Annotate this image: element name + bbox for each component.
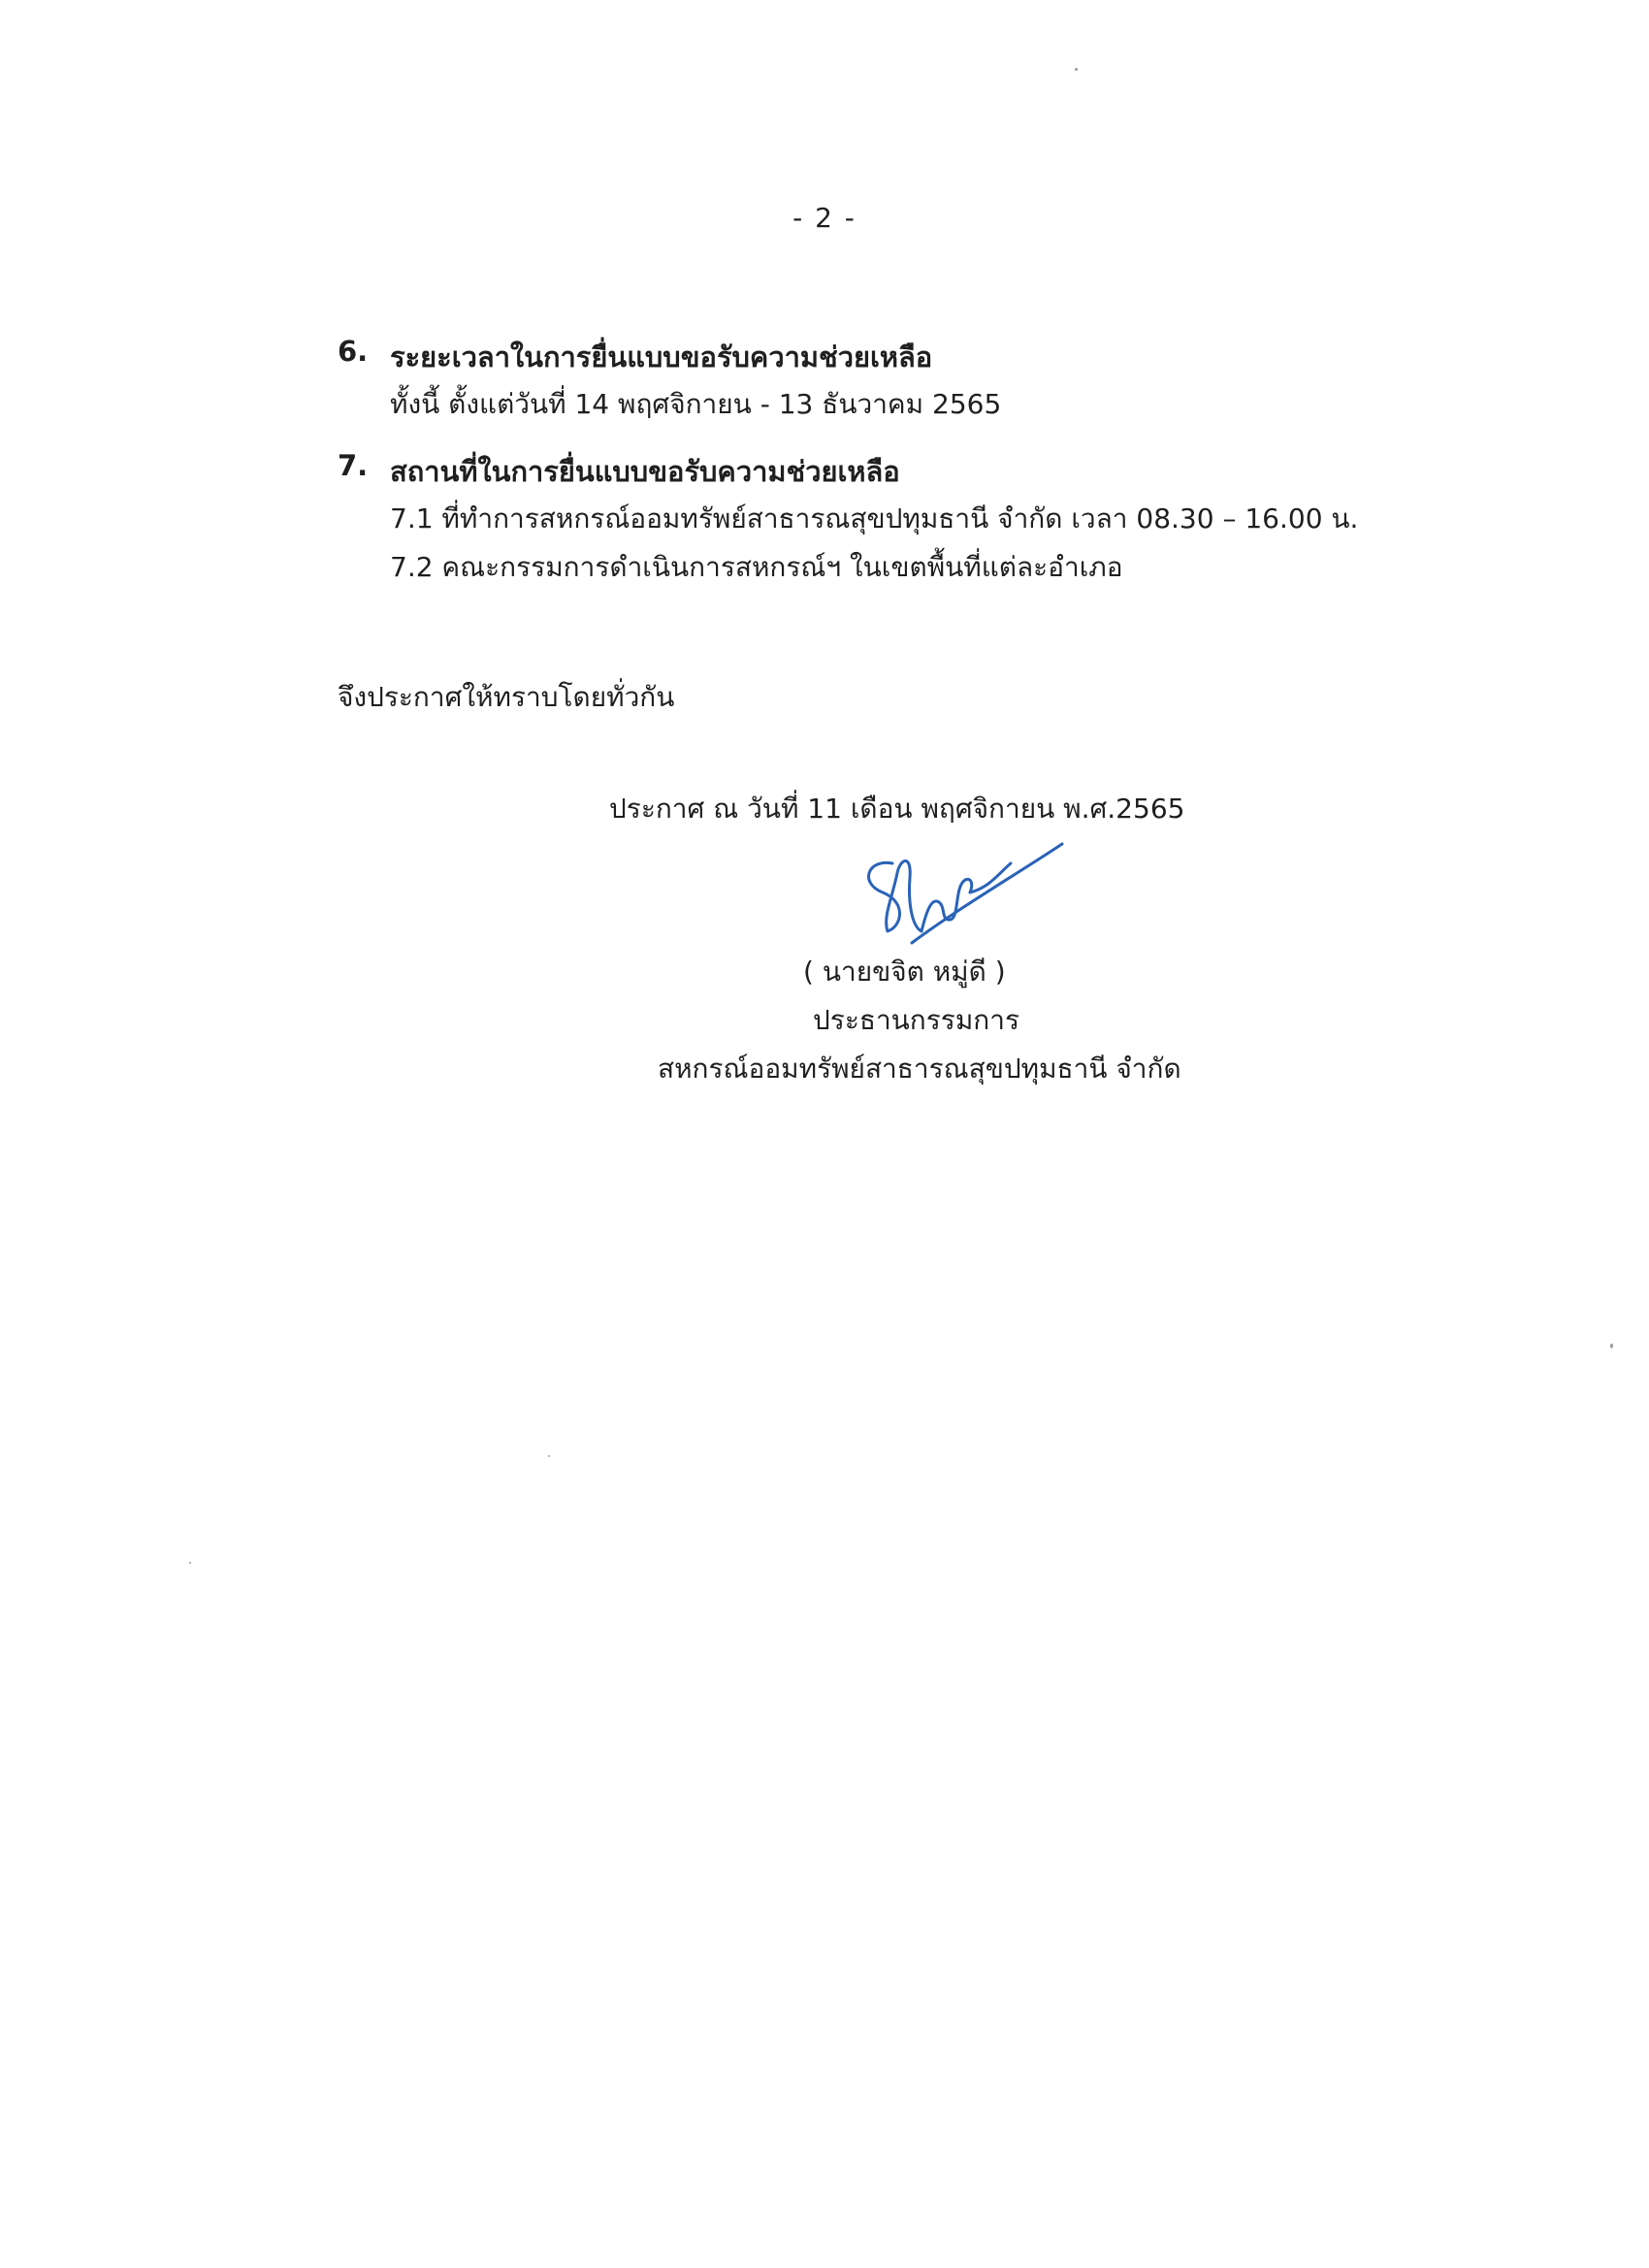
scan-speck xyxy=(1075,68,1078,71)
signatory-organization: สหกรณ์ออมทรัพย์สาธารณสุขปทุมธานี จำกัด xyxy=(658,1053,1181,1085)
signatory-name: ( นายขจิต หมู่ดี ) xyxy=(803,956,1006,988)
section-6-line-1: ทั้งนี้ ตั้งแต่วันที่ 14 พฤศจิกายน - 13 ธันวาคม 2565 xyxy=(390,388,1002,420)
scan-speck xyxy=(1610,1344,1613,1348)
page-number: - 2 - xyxy=(792,202,857,234)
section-7-title: สถานที่ในการยื่นแบบขอรับความช่วยเหลือ xyxy=(390,455,900,488)
closing-statement: จึงประกาศให้ทราบโดยทั่วกัน xyxy=(338,681,675,713)
section-6-number: 6. xyxy=(338,335,369,368)
scan-speck xyxy=(189,1562,191,1564)
scan-speck xyxy=(548,1455,550,1457)
section-7-line-2: 7.2 คณะกรรมการดำเนินการสหกรณ์ฯ ในเขตพื้นที่แต่ละอำเภอ xyxy=(390,551,1123,583)
section-7-line-1: 7.1 ที่ทำการสหกรณ์ออมทรัพย์สาธารณสุขปทุมธานี จำกัด เวลา 08.30 – 16.00 น. xyxy=(390,502,1359,535)
signature-image xyxy=(854,834,1067,951)
section-7-number: 7. xyxy=(338,449,369,482)
signatory-position: ประธานกรรมการ xyxy=(813,1004,1020,1036)
section-6-title: ระยะเวลาในการยื่นแบบขอรับความช่วยเหลือ xyxy=(390,340,933,373)
announcement-date: ประกาศ ณ วันที่ 11 เดือน พฤศจิกายน พ.ศ.2565 xyxy=(609,793,1185,825)
